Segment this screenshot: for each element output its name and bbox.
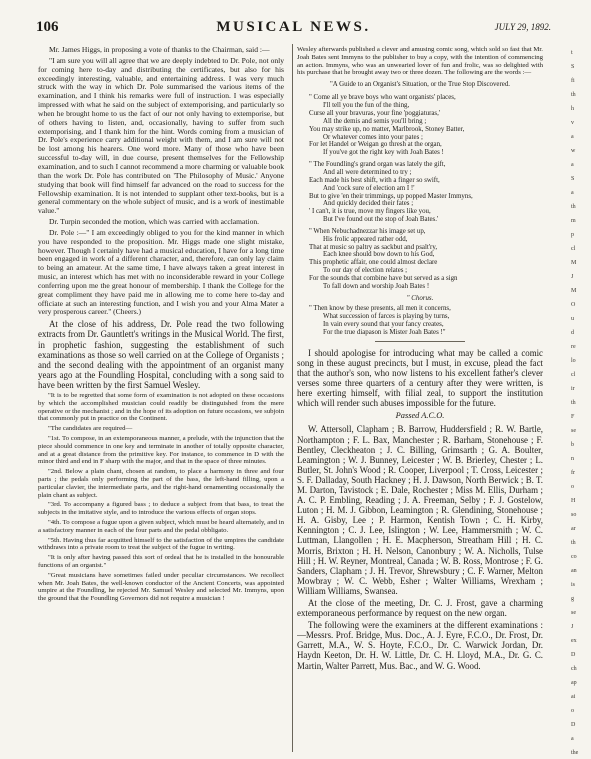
edge-fragment: ir: [571, 386, 575, 392]
edge-fragment: a: [571, 134, 574, 140]
quoted-paragraph: Wesley afterwards published a clever and amusing comic song, which sold so fast that Mr. Joah Bates sent Immyns to the publisher to buy a copy, with the intention of commencing an action. Immyns, who was an unwearied lover of fun and frolic, was so delighted with his purchase that he brought away two or three dozen. The following are the words :—: [297, 46, 543, 77]
column-rule: [292, 44, 293, 752]
edge-fragment: se: [571, 428, 576, 434]
adjacent-page-edge: [571, 46, 589, 756]
left-column: [38, 46, 284, 752]
issue-date: JULY 29, 1892.: [494, 22, 551, 32]
poem-line: But to give 'en their trimmings, up popped Master Immyns,: [309, 192, 473, 200]
edge-fragment: th: [571, 204, 576, 210]
poem-line: For the true diapason is Mister Joah Bates !": [323, 329, 446, 337]
edge-fragment: S: [571, 64, 575, 70]
poem-line: That at music so paltry as sackbut and psalt'ry,: [309, 243, 438, 251]
quoted-paragraph: "Great musicians have sometimes failed under peculiar circumstances. We recollect when Mr. Joah Bates, the well-known conductor of the Ancient Concerts, was appointed umpire at the Foundling, he rejected Mr. Samuel Wesley and selected Mr. Immyns, upon the ground that the Foundling Governors did not require a musician !: [38, 571, 284, 603]
passed-heading: Passed A.C.O.: [395, 411, 445, 421]
poem-line: Each made his best shift, with a finger so swift,: [309, 176, 440, 184]
poem-line: Each knee should bow down to his God,: [323, 251, 435, 259]
edge-fragment: ap: [571, 680, 577, 686]
poem-line: To our day of election relates ;: [323, 267, 408, 275]
edge-fragment: J: [571, 624, 574, 630]
paragraph: At the close of the meeting, Dr. C. J. Frost, gave a charming extemporaneous performance by request on the new organ.: [297, 598, 543, 619]
quoted-paragraph: "The candidates are required—: [48, 425, 133, 433]
requirement-item: "1st. To compose, in an extemporaneous manner, a prelude, with the injunction that the piece should commence in one key and terminate in another of totally opposite character, and at a great distance from the primitive key. For instance, to commence in D with the minor third and end in F sharp with the major, and that in the space of three minutes.: [38, 434, 284, 466]
edge-fragment: th: [571, 400, 576, 406]
poem-line: And 'cock sure of election am I !': [323, 184, 415, 192]
edge-fragment: cl: [571, 372, 576, 378]
poem-line: " The Foundling's grand organ was lately the gift,: [309, 161, 446, 169]
quoted-paragraph: "It is to be regretted that some form of examination is not adopted on these occasions by which the accomplished musician could readily be distinguished from the mere operative or the mechanist ; and in the hope of its adoption on future occasions, we subjoin that commonly put in practice on the Continent.: [38, 391, 284, 423]
edge-fragment: M: [571, 260, 577, 266]
poem-line: This prophetic affair, one could almost declare: [309, 259, 438, 267]
edge-fragment: fi: [571, 78, 575, 84]
edge-fragment: th: [571, 92, 576, 98]
poem-line: His frolic appeared rather odd,: [323, 235, 408, 243]
poem-line: For let Handel or Weigan go thresh at the organ,: [309, 141, 442, 149]
edge-fragment: m: [571, 218, 576, 224]
edge-fragment: an: [571, 568, 577, 574]
poem-stanza: [297, 228, 543, 291]
edge-fragment: p: [571, 232, 574, 238]
edge-fragment: u: [571, 316, 574, 322]
edge-fragment: a: [571, 190, 574, 196]
edge-fragment: O: [571, 302, 576, 308]
edge-fragment: the: [571, 750, 579, 756]
poem-line: If you've got the right key with Joah Bates !: [323, 149, 444, 157]
poem-line: In vain every sound that your fancy creates,: [323, 321, 444, 329]
poem-line: You may strike up, no matter, Marlbrook, Stoney Batter,: [309, 125, 465, 133]
edge-fragment: D: [571, 652, 576, 658]
paragraph: Mr. James Higgs, in proposing a vote of thanks to the Chairman, said :—: [49, 46, 270, 54]
edge-fragment: w: [571, 148, 576, 154]
song-title: "A Guide to an Organist's Situation, or the True Stop Discovered.: [329, 81, 510, 89]
masthead-title: MUSICAL NEWS.: [216, 19, 371, 35]
poem-line: All the demis and semis you'll bring ;: [323, 117, 427, 125]
edge-fragment: F: [571, 414, 575, 420]
poem-stanza: [297, 161, 543, 224]
right-column: [297, 46, 543, 752]
poem-line: " Then know by these presents, all men it concerns,: [309, 305, 451, 313]
higgs-speech: "I am sure you will all agree that we are deeply indebted to Dr. Pole, not only for coming here to-day and distributing the certificates, but also for his exceedingly interesting, valuable, and entertaining address. I was very much struck with the way in which Dr. Pole summarised the various items of the examination, and I think his remarks were full of instruction. I was especially impressed with what he said on the subject of extemporising, and particularly so when he brought home to us the fact of our not only having to extemporise, but of others having to listen, and, occasionally, having to suffer from such extemporising, and I thank him for the hint. Words coming from a musician of Dr. Pole's experience carry additional weight with them, and I am sure will not be lost among his hearers. One word more. Many of those who have been successful to-day will, in due course, present themselves for the Fellowship examination, and to such I cannot recommend a more charming or valuable book than the work Dr. Pole has contributed on 'The Philosophy of Music.' Anyone studying that book will find himself far advanced on the road to success for the Fellowship examination. It is not intended to supplant other text-books, but is a general commentary on the whole subject of music, and is a work of inestimable value.": [38, 55, 284, 216]
quoted-paragraph: "It is only after having passed this sort of ordeal that he is installed in the honourable functions of an organist.": [38, 554, 284, 569]
pole-reply: Dr. Pole :—" I am exceedingly obliged to you for the kind manner in which you have responded to the proposition. Mr. Higgs made one slight mistake, however. Though I certainly have had a musical education, I have for a long time been engaged in work of a different character, and, therefore, can only lay claim to being an amateur. At the same time, I have always taken a great interest in music, an interest which has met with no inconsiderable reward in your College conferring upon me the great honour of membership. I thank the College for the great compliment they have paid me in allowing me to come here to-day and officiate at such an interesting function, and I wish you and your Alma Mater a very prosperous career." (Cheers.): [38, 227, 284, 317]
edge-fragment: M: [571, 288, 577, 294]
edge-fragment: ar: [571, 526, 576, 532]
section-rule: [375, 341, 465, 342]
edge-fragment: a: [571, 736, 574, 742]
edge-fragment: ch: [571, 666, 577, 672]
requirement-item: "4th. To compose a fugue upon a given subject, which must be heard alternately, and in a satisfactory manner in each of the four parts and the pedal obbligato.: [38, 518, 284, 534]
poem-stanza: [297, 94, 543, 157]
chorus-label: " Chorus.: [406, 294, 434, 302]
poem-line: Curse all your bravuras, your fine 'poggiaturas,': [309, 110, 441, 118]
edge-fragment: o: [571, 484, 574, 490]
requirement-item: "5th. Having thus far acquitted himself to the satisfaction of the umpires the candidate withdraws into a private room to treat the subject of the fugue in writing.: [38, 536, 284, 552]
edge-fragment: h: [571, 106, 574, 112]
edge-fragment: g: [571, 596, 574, 602]
poem-line: I'll tell you the fun of the thing,: [323, 102, 410, 110]
passed-list: W. Attersoll, Clapham ; B. Barrow, Huddersfield ; R. W. Bartle, Northampton ; F. L. Bax, Manchester ; R. Barham, Stonehouse ; F. Bentley, Cleckheaton ; J. C. Billing, Grimsarth ; G. A. Boulter, Leamington ; W. J. Bunney, Leicester ; W. B. Brierley, Chester ; L. Butler, St. John's Wood ; R. Cooper, Liverpool ; T. Cross, Leicester ; S. F. Dalladay, South Hackney ; H. J. Dawson, North Berwick ; B. T. M. Darton, Tavistock ; E. Dale, Rochester ; Miss M. Ellis, Durham ; A. C. P. Embling, Reading ; J. A. Freeman, Selby ; F. J. Gostelow, Luton ; H. M. J. Gibbon, Leamington ; R. Glendining, Stonehouse ; H. A. Gisby, Lee ; P. Harmon, Kentish Town ; C. H. Kirby, Kennington ; C. J. Lee, Islington ; W. Lee, Hammersmith ; W. C. Luttman, Llangollen ; H. E. Macpherson, Streatham Hill ; H. C. Morris, Brixton ; H. H. Nelson, Canonbury ; W. A. Nicholls, Tulse Hill ; H. W. Reyner, Montreal, Canada ; W. B. Ross, Montrose ; F. G. Sanders, Clapham ; J. H. Trevor, Shrewsbury ; C. F. Warner, Melton Mowbray ; W. C. Webb, Esher ; Walter Williams, Wrexham ; William Williams, Swansea.: [297, 424, 543, 596]
edge-fragment: fr: [571, 470, 575, 476]
poem-line: Or whatever comes into your pates ;: [323, 133, 423, 141]
edge-fragment: so: [571, 512, 577, 518]
edge-fragment: n: [571, 456, 574, 462]
examiners-paragraph: The following were the examiners at the different examinations :—Messrs. Prof. Bridge, Mus. Doc., A. J. Eyre, F.C.O., Dr. Frost, Dr. Garrett, M.A., W. S. Hoyte, F.C.O., Dr. C. Warwick Jordan, Dr. Haydn Keeton, Dr. H. W. Little, Dr. C. H. Lloyd, M.A., Dr. G. C. Martin, Walter Parrett, Mus. Bac., and W. G. Wood.: [297, 620, 543, 671]
edge-fragment: D: [571, 722, 576, 728]
edge-fragment: v: [571, 120, 574, 126]
poem-line: " Come all ye brave boys who want organists' places,: [309, 94, 456, 102]
requirement-item: "2nd. Below a plain chant, chosen at random, to place a harmony in three and four parts ; the pedals only performing the part of the bass, the left-hand filling, upon a particular clavier, the intermediate parts, and the right-hand ornamenting occasionally the plain chant as subject.: [38, 468, 284, 499]
paragraph: I should apologise for introducing what may be called a comic song in these august precincts, but I must, in excuse, plead the fact that the author's son, who now listens to his excellent father's clever verses some three quarters of a century after they were written, is here exerting himself, with filial zeal, to support the institution which will render such abuses impossible for the future.: [297, 347, 543, 409]
poem-stanza: [297, 305, 543, 336]
poem-line: ' I can't, it is true, move my fingers like you,: [309, 208, 431, 216]
edge-fragment: ai: [571, 694, 576, 700]
edge-fragment: lo: [571, 358, 576, 364]
edge-fragment: a: [571, 162, 574, 168]
edge-fragment: o: [571, 708, 574, 714]
edge-fragment: d: [571, 330, 574, 336]
edge-fragment: t: [571, 50, 573, 56]
paragraph: Dr. Turpin seconded the motion, which was carried with acclamation.: [49, 217, 260, 227]
poem-line: And quickly decided their fates ;: [323, 200, 414, 208]
edge-fragment: se: [571, 610, 576, 616]
edge-fragment: ex: [571, 638, 577, 644]
edge-fragment: b: [571, 442, 574, 448]
poem-line: " When Nebuchadnezzar his image set up,: [309, 227, 426, 235]
extracts-intro: At the close of his address, Dr. Pole read the two following extracts from Dr. Gauntlett's writings in the Musical World. The first, in prophetic fashion, suggesting the establishment of such examinations as those so well carried on at the College of Organists ; and the second dealing with the appointment of an organist many years ago at the Foundling Hospital, concluding with a song said to have been written by the first Samuel Wesley.: [38, 319, 284, 390]
poem-line: And all were determined to try ;: [323, 168, 412, 176]
poem-line: But I've found out the stop of Joah Bates.': [323, 216, 439, 224]
edge-fragment: H: [571, 498, 576, 504]
requirement-item: "3rd. To accompany a figured bass ; to deduce a subject from that bass, to treat the subjects in the imitative style, and to introduce the various effects of organ stops.: [38, 501, 284, 517]
page-number: 106: [36, 19, 59, 35]
edge-fragment: J: [571, 274, 574, 280]
page-header: [36, 19, 551, 41]
edge-fragment: co: [571, 554, 577, 560]
edge-fragment: cl: [571, 246, 576, 252]
edge-fragment: S: [571, 176, 575, 182]
poem-line: What succession of farces is playing by turns,: [323, 313, 450, 321]
edge-fragment: re: [571, 344, 576, 350]
edge-fragment: is: [571, 582, 576, 588]
poem-line: For the sounds that combine have but served as a sign: [309, 274, 458, 282]
poem-line: To fall down and worship Joah Bates !: [323, 282, 430, 290]
edge-fragment: th: [571, 540, 576, 546]
